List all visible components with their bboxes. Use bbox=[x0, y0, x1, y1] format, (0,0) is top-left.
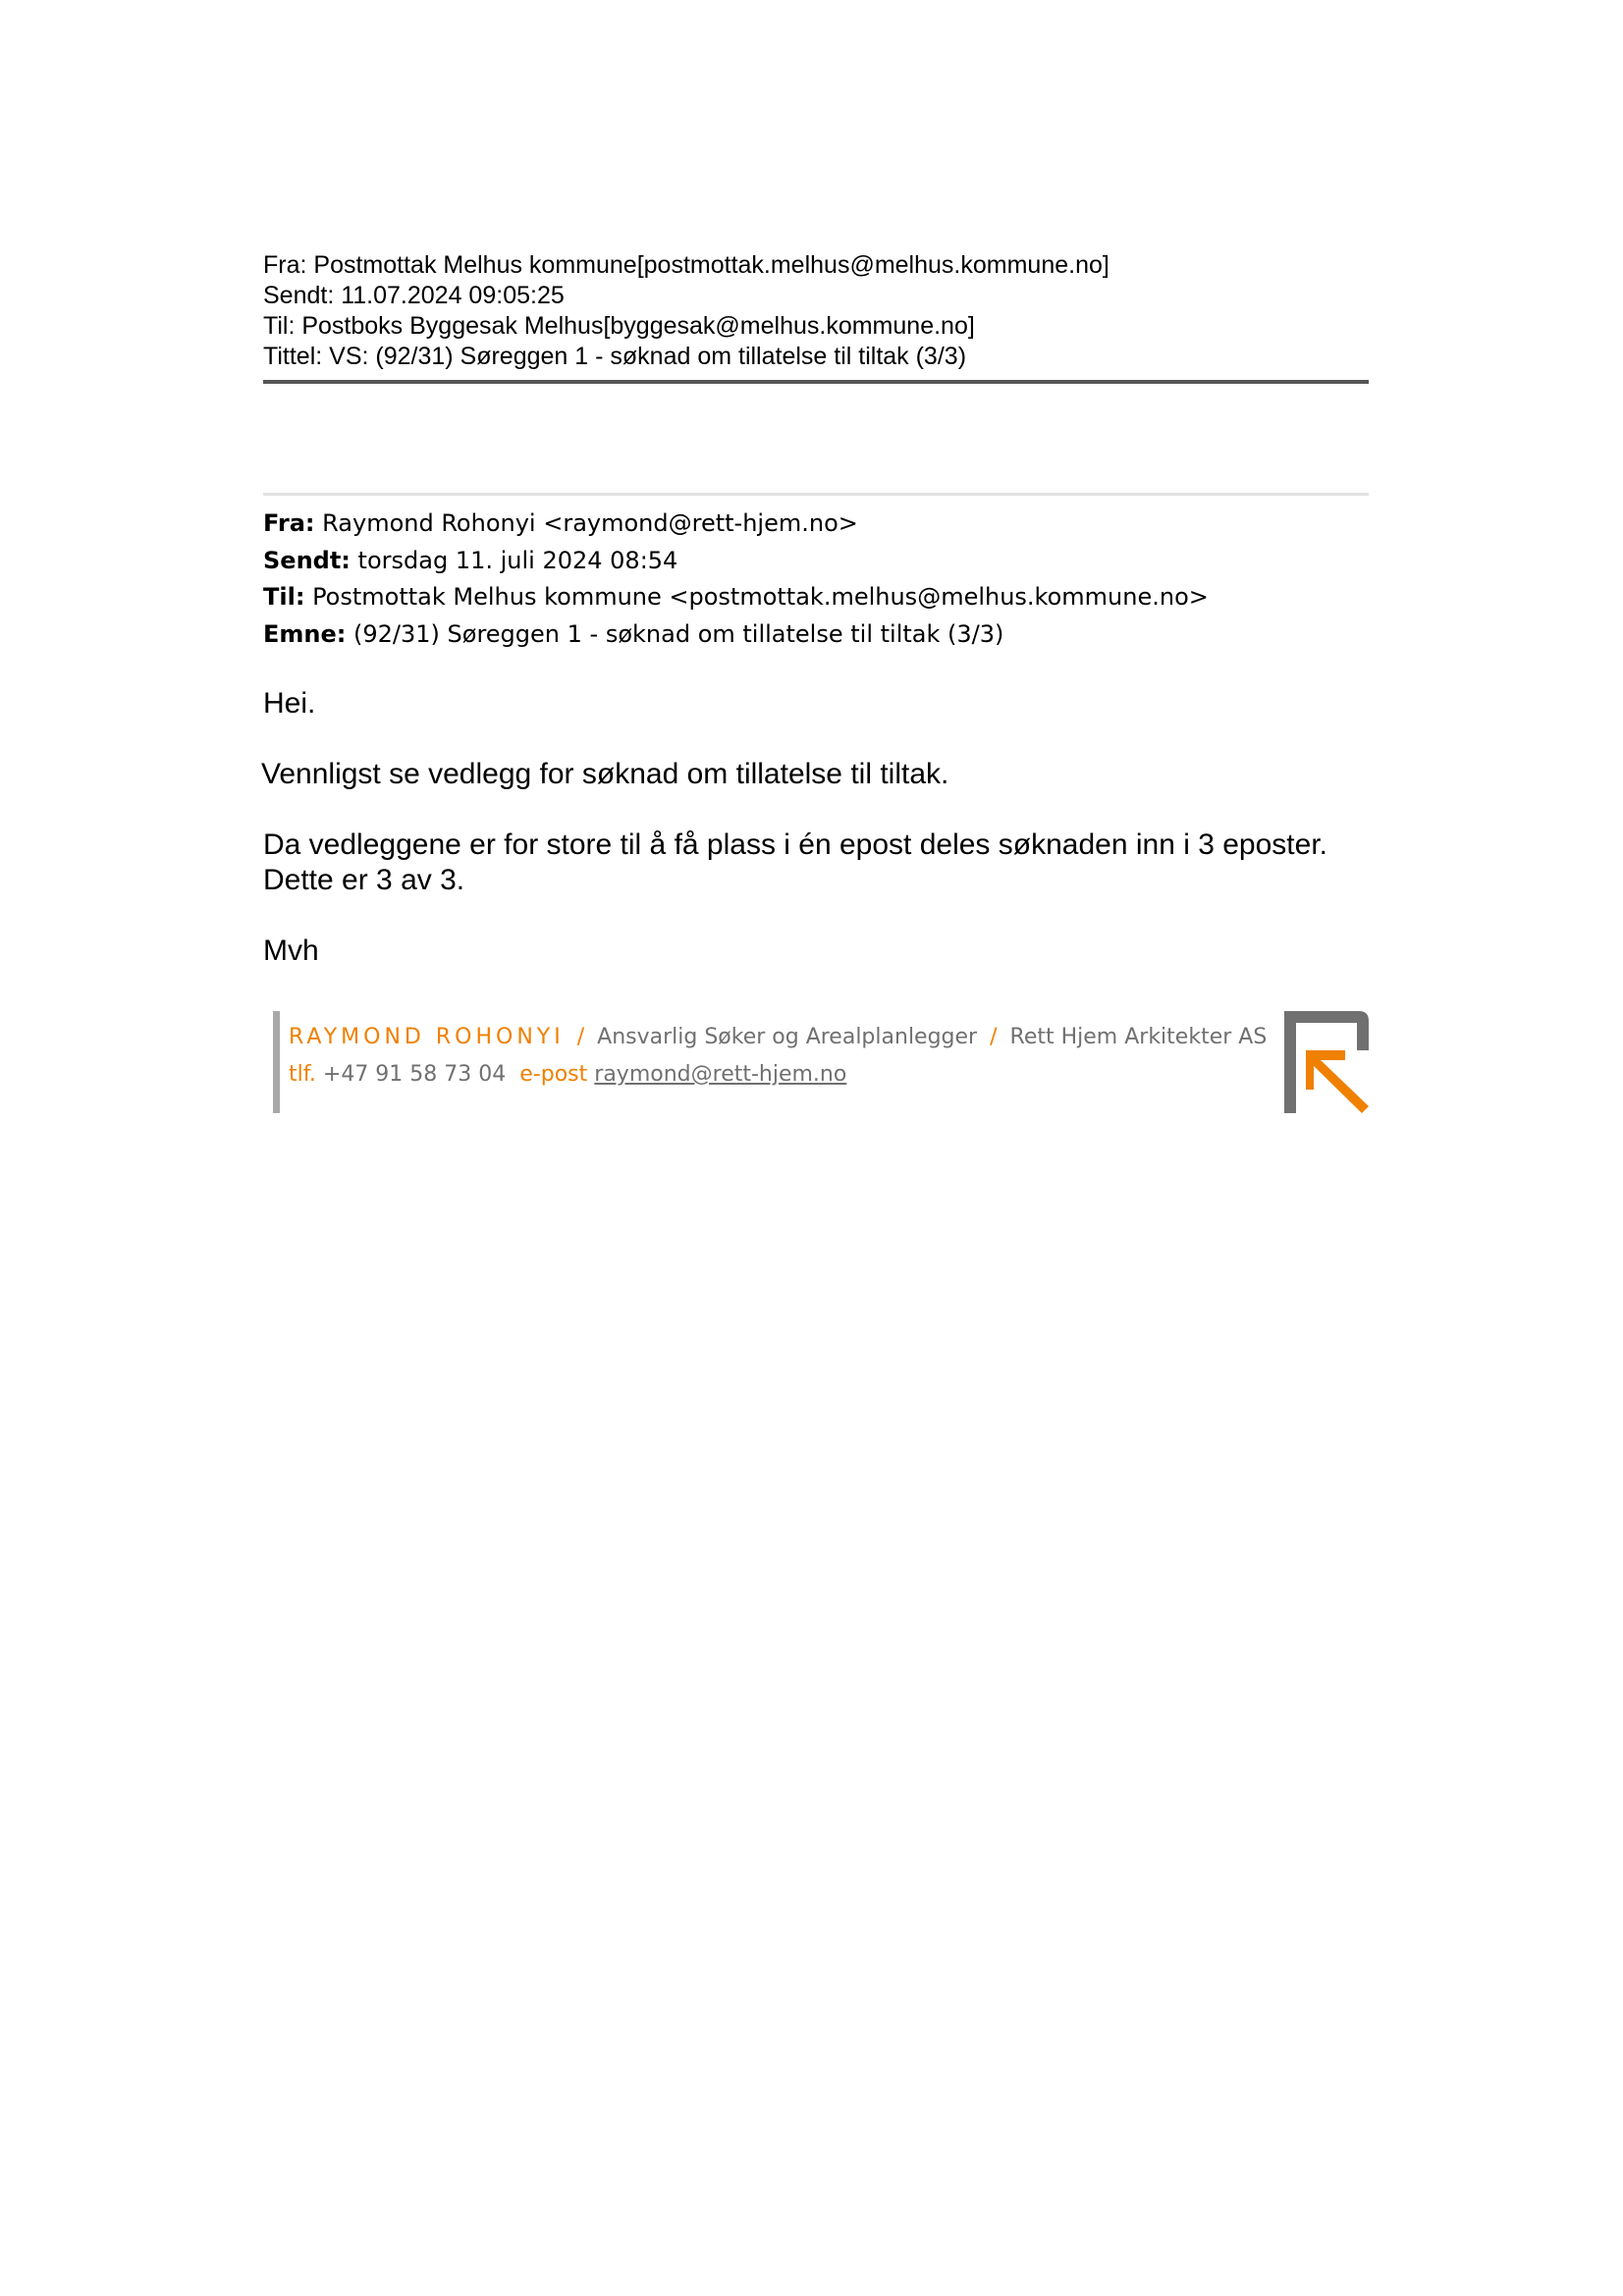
greeting: Hei. bbox=[263, 687, 316, 720]
forward-to: Til: Postboks Byggesak Melhus[byggesak@melhus.kommune.no] bbox=[263, 312, 975, 340]
email-body bbox=[263, 686, 1369, 969]
signature-name: RAYMOND ROHONYI bbox=[289, 1025, 565, 1049]
phone-label: tlf. bbox=[289, 1062, 316, 1087]
body-paragraph-2 bbox=[263, 828, 1369, 898]
original-from-row bbox=[263, 506, 1369, 543]
email-signature bbox=[273, 1011, 1369, 1113]
signature-line-2 bbox=[289, 1062, 846, 1087]
signature-line-1 bbox=[289, 1025, 1267, 1049]
original-from-value: Raymond Rohonyi <raymond@rett-hjem.no> bbox=[322, 509, 858, 537]
signature-email-link[interactable]: raymond@rett-hjem.no bbox=[594, 1062, 847, 1087]
original-subject-value: (92/31) Søreggen 1 - søknad om tillatelse til tiltak (3/3) bbox=[353, 619, 1004, 648]
body-paragraph-2-line-2: Dette er 3 av 3. bbox=[263, 864, 465, 896]
forward-header bbox=[263, 250, 1369, 372]
original-sent-value: torsdag 11. juli 2024 08:54 bbox=[357, 546, 678, 574]
signature-separator: / bbox=[576, 1025, 585, 1049]
original-to-label: Til: bbox=[263, 583, 305, 611]
original-sent-label: Sendt: bbox=[263, 546, 351, 574]
email-label: e-post bbox=[519, 1062, 588, 1087]
original-sent-row bbox=[263, 543, 1369, 580]
closing: Mvh bbox=[263, 934, 319, 967]
body-paragraph-1: Vennligst se vedlegg for søknad om tillatelse til tiltak. bbox=[261, 758, 949, 790]
signature-bar bbox=[273, 1011, 280, 1113]
forward-sent: Sendt: 11.07.2024 09:05:25 bbox=[263, 282, 565, 309]
original-message-divider bbox=[263, 493, 1369, 496]
header-divider bbox=[263, 380, 1369, 384]
forward-from: Fra: Postmottak Melhus kommune[postmottak.melhus@melhus.kommune.no] bbox=[263, 251, 1109, 279]
original-to-value: Postmottak Melhus kommune <postmottak.melhus@melhus.kommune.no> bbox=[312, 583, 1209, 611]
signature-separator: / bbox=[990, 1025, 998, 1049]
body-paragraph-2-line-1: Da vedleggene er for store til å få plass i én epost deles søknaden inn i 3 eposter. bbox=[263, 828, 1327, 861]
signature-role: Ansvarlig Søker og Arealplanlegger bbox=[597, 1025, 978, 1049]
forward-title: Tittel: VS: (92/31) Søreggen 1 - søknad om tillatelse til tiltak (3/3) bbox=[263, 343, 967, 370]
phone-number: +47 91 58 73 04 bbox=[322, 1062, 507, 1087]
original-subject-label: Emne: bbox=[263, 619, 347, 648]
original-header bbox=[263, 506, 1369, 653]
email-printout bbox=[261, 250, 1369, 1087]
signature-company: Rett Hjem Arkitekter AS bbox=[1009, 1025, 1268, 1049]
original-to-row bbox=[263, 579, 1369, 616]
rett-hjem-logo-icon bbox=[1284, 1011, 1369, 1113]
original-subject-row bbox=[263, 616, 1369, 654]
original-from-label: Fra: bbox=[263, 509, 315, 537]
